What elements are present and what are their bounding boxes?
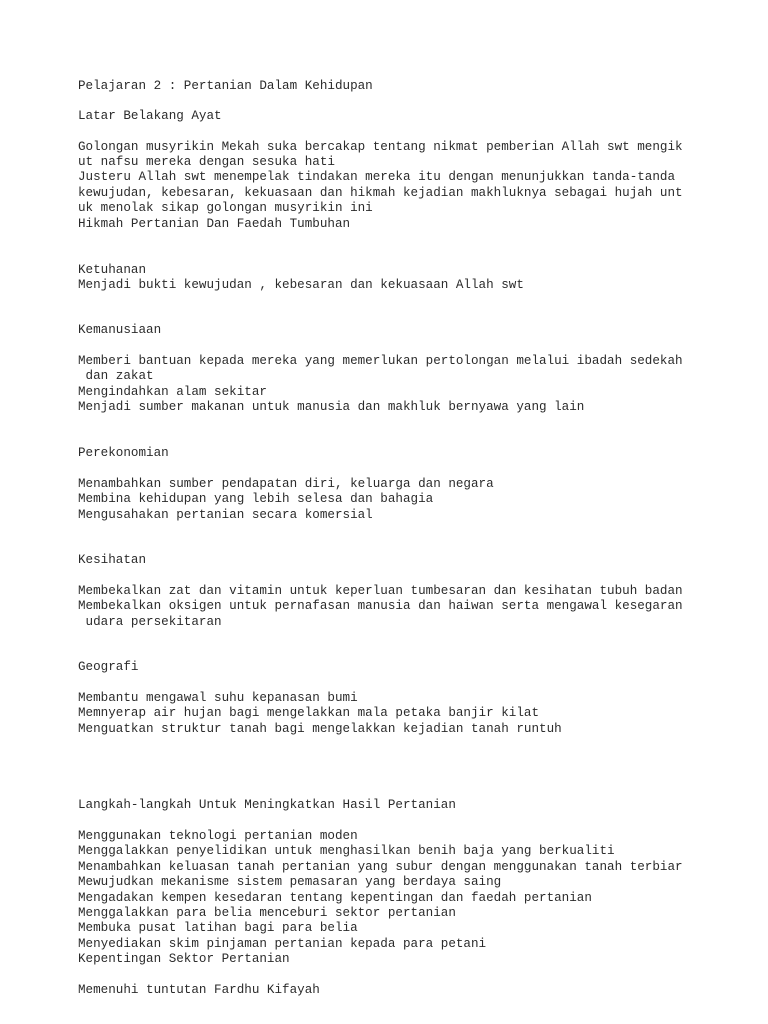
body-line: uk menolak sikap golongan musyrikin ini (78, 201, 373, 215)
section-heading-kemanusiaan: Kemanusiaan (78, 323, 162, 337)
body-line: Menggalakkan para belia menceburi sektor pertanian (78, 906, 456, 920)
section-heading-geografi: Geografi (78, 660, 139, 674)
body-line: Membuka pusat latihan bagi para belia (78, 921, 358, 935)
body-line: Mengusahakan pertanian secara komersial (78, 508, 373, 522)
body-line: Menguatkan struktur tanah bagi mengelakkan kejadian tanah runtuh (78, 722, 562, 736)
body-line: Menjadi sumber makanan untuk manusia dan makhluk bernyawa yang lain (78, 400, 585, 414)
body-line: Menggunakan teknologi pertanian moden (78, 829, 358, 843)
body-line: Memnyerap air hujan bagi mengelakkan mala petaka banjir kilat (78, 706, 540, 720)
body-line: Menyediakan skim pinjaman pertanian kepada para petani (78, 937, 487, 951)
body-line: Memberi bantuan kepada mereka yang memerlukan pertolongan melalui ibadah sedekah (78, 354, 683, 368)
body-line: Golongan musyrikin Mekah suka bercakap tentang nikmat pemberian Allah swt mengik (78, 140, 683, 154)
body-line: Menambahkan sumber pendapatan diri, keluarga dan negara (78, 477, 494, 491)
body-line: Menjadi bukti kewujudan , kebesaran dan kekuasaan Allah swt (78, 278, 524, 292)
body-line: Membina kehidupan yang lebih selesa dan bahagia (78, 492, 434, 506)
body-line: Menambahkan keluasan tanah pertanian yang subur dengan menggunakan tanah terbiar (78, 860, 683, 874)
body-line: Membantu mengawal suhu kepanasan bumi (78, 691, 358, 705)
body-line: Justeru Allah swt menempelak tindakan mereka itu dengan menunjukkan tanda-tanda (78, 170, 676, 184)
page-title: Pelajaran 2 : Pertanian Dalam Kehidupan (78, 79, 373, 93)
section-heading-langkah: Langkah-langkah Untuk Meningkatkan Hasil Pertanian (78, 798, 456, 812)
body-line: ut nafsu mereka dengan sesuka hati (78, 155, 335, 169)
section-heading-ketuhanan: Ketuhanan (78, 263, 147, 277)
section-heading-latar: Latar Belakang Ayat (78, 109, 222, 123)
section-heading-perekonomian: Perekonomian (78, 446, 169, 460)
body-line: dan zakat (78, 369, 154, 383)
body-line: udara persekitaran (78, 615, 222, 629)
body-line: kewujudan, kebesaran, kekuasaan dan hikmah kejadian makhluknya sebagai hujah unt (78, 186, 683, 200)
body-line: Membekalkan zat dan vitamin untuk keperluan tumbesaran dan kesihatan tubuh badan (78, 584, 683, 598)
body-line: Membekalkan oksigen untuk pernafasan manusia dan haiwan serta mengawal kesegaran (78, 599, 683, 613)
body-line: Mewujudkan mekanisme sistem pemasaran yang berdaya saing (78, 875, 502, 889)
section-heading-kesihatan: Kesihatan (78, 553, 147, 567)
body-line: Menggalakkan penyelidikan untuk menghasilkan benih baja yang berkualiti (78, 844, 615, 858)
body-line: Memenuhi tuntutan Fardhu Kifayah (78, 983, 320, 997)
body-line: Mengindahkan alam sekitar (78, 385, 267, 399)
body-line: Mengadakan kempen kesedaran tentang kepentingan dan faedah pertanian (78, 891, 592, 905)
section-heading-kepentingan: Kepentingan Sektor Pertanian (78, 952, 290, 966)
section-heading-hikmah: Hikmah Pertanian Dan Faedah Tumbuhan (78, 217, 351, 231)
